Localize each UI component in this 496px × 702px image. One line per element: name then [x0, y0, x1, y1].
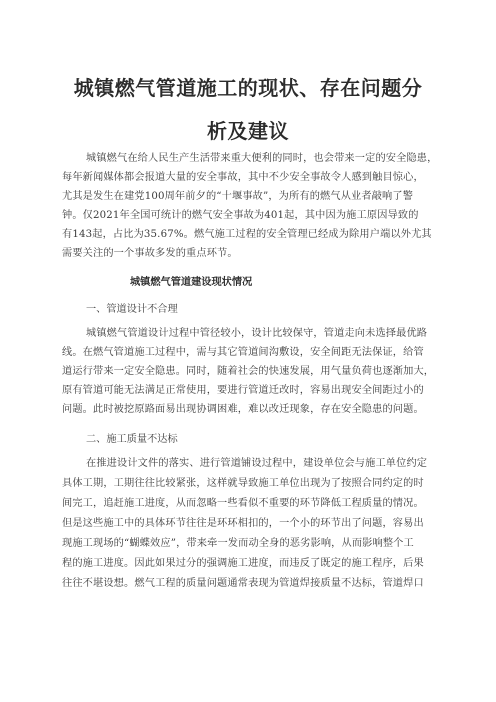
intro-line: 尤其是发生在建党100周年前夕的“十堰事故”，为所有的燃气从业者敲响了警 — [62, 191, 414, 202]
intro-line: 需要关注的一个事故多发的重点环节。 — [62, 248, 238, 259]
subsection-2-line: 间完工，追赶施工进度，从而忽略一些看似不重要的环节降低工程质量的情况。 — [62, 498, 424, 509]
intro-line: 城镇燃气在给人民生产生活带来重大便利的同时，也会带来一定的安全隐患， — [86, 153, 438, 164]
intro-line: 有143起，占比为35.67%。燃气施工过程的安全管理已经成为除用户端以外尤其 — [62, 229, 432, 240]
subsection-1-line: 城镇燃气管道设计过程中管径较小，设计比较保守，管道走向未选择最优路 — [86, 328, 428, 339]
subsection-1-line: 道运行带来一定安全隐患。同时，随着社会的快速发展，用气量负荷也逐渐加大， — [62, 366, 435, 377]
document-title-line-2: 析及建议 — [207, 119, 289, 143]
subsection-2-line: 具体工期，工期往往比较紧张，这样就导致施工单位出现为了按照合同约定的时 — [62, 478, 424, 489]
section-title: 城镇燃气管道建设现状情况 — [130, 277, 253, 288]
subsection-heading-1: 一、管道设计不合理 — [86, 304, 178, 315]
subsection-1-line: 原有管道可能无法满足正常使用，要进行管道迁改时，容易出现安全间距过小的 — [62, 385, 424, 396]
subsection-2-line: 在推进设计文件的落实、进行管道铺设过程中，建设单位会与施工单位约定 — [86, 458, 428, 469]
subsection-2-line: 但是这些施工中的具体环节往往是环环相扣的，一个小的环节出了问题，容易出 — [62, 518, 424, 529]
intro-line: 每年新闻媒体都会报道大量的安全事故，其中不少安全事故令人感到触目惊心， — [62, 172, 424, 183]
subsection-1-line: 线。在燃气管道施工过程中，需与其它管道间沟敷设，安全间距无法保证，给管 — [62, 347, 424, 358]
intro-line: 钟。仅2021年全国可统计的燃气安全事故为401起，其中因为施工原因导致的 — [62, 210, 419, 221]
subsection-2-line: 往往不堪设想。燃气工程的质量问题通常表现为管道焊接质量不达标，管道焊口 — [62, 578, 424, 589]
subsection-2-line: 现施工现场的“蝴蝶效应”，带来牵一发而动全身的恶劣影响，从而影响整个工 — [62, 538, 414, 549]
subsection-1-line: 问题。此时被挖原路面易出现协调困难，难以改迁现象，存在安全隐患的问题。 — [62, 404, 424, 415]
document-title-line-1: 城镇燃气管道施工的现状、存在问题分 — [73, 76, 423, 100]
subsection-heading-2: 二、施工质量不达标 — [86, 434, 178, 445]
subsection-2-line: 程的施工进度。因此如果过分的强调施工进度，而违反了既定的施工程序，后果 — [62, 558, 424, 569]
